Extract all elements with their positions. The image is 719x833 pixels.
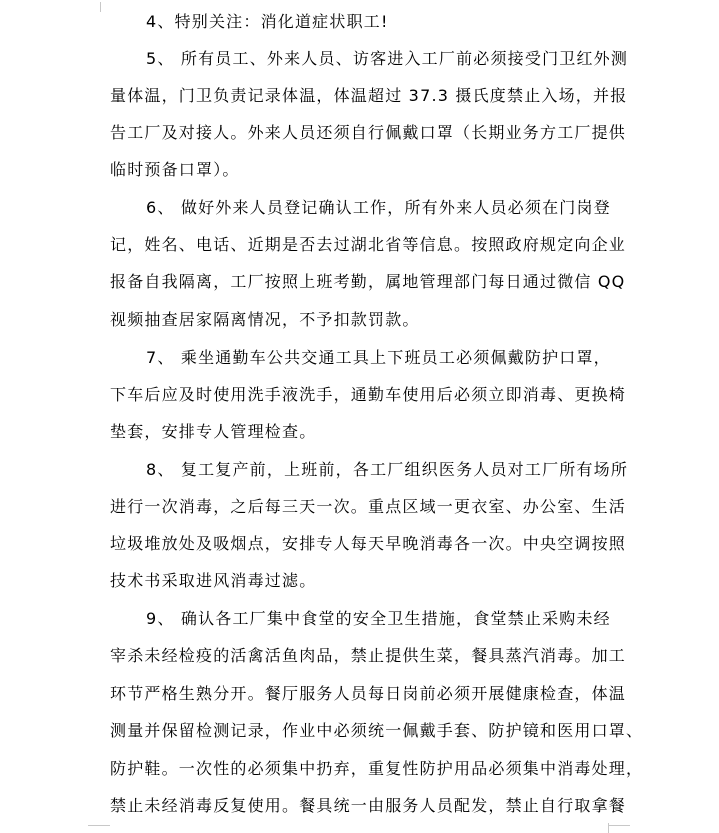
paragraph-7-line-2: 下车后应及时使用洗手液洗手，通勤车使用后必须立即消毒、更换椅 <box>110 385 627 404</box>
paragraph-4-line-1: 4、特别关注：消化道症状职工! <box>146 12 389 31</box>
paragraph-5-line-2: 量体温，门卫负责记录体温，体温超过 37.3 摄氏度禁止入场，并报 <box>110 86 628 105</box>
page-corner-mark-bottom-left <box>88 825 110 826</box>
page-corner-mark-bottom-right <box>608 825 630 826</box>
paragraph-5-line-4: 临时预备口罩）。 <box>110 160 240 179</box>
paragraph-8-line-3: 垃圾堆放处及吸烟点，安排专人每天早晚消毒各一次。中央空调按照 <box>110 534 627 553</box>
paragraph-5-line-1: 5、 所有员工、外来人员、访客进入工厂前必须接受门卫红外测 <box>146 49 629 68</box>
paragraph-7-line-3: 垫套，安排专人管理检查。 <box>110 422 317 441</box>
page-corner-mark-bottom-right-vert <box>608 823 609 833</box>
paragraph-9-line-2: 宰杀未经检疫的活禽活鱼肉品，禁止提供生菜，餐具蒸汽消毒。加工 <box>110 646 627 665</box>
paragraph-8-line-4: 技术书采取进风消毒过滤。 <box>110 571 317 590</box>
paragraph-7-line-1: 7、 乘坐通勤车公共交通工具上下班员工必须佩戴防护口罩， <box>146 348 611 367</box>
paragraph-9-line-1: 9、 确认各工厂集中食堂的安全卫生措施，食堂禁止采购未经 <box>146 609 611 628</box>
paragraph-8-line-2: 进行一次消毒，之后每三天一次。重点区域一更衣室、办公室、生活 <box>110 497 627 516</box>
paragraph-6-line-3: 报备自我隔离，工厂按照上班考勤，属地管理部门每日通过微信 QQ <box>110 272 626 291</box>
paragraph-9-line-3: 环节严格生熟分开。餐厅服务人员每日岗前必须开展健康检查，体温 <box>110 684 627 703</box>
paragraph-8-line-1: 8、 复工复产前，上班前，各工厂组织医务人员对工厂所有场所 <box>146 460 629 479</box>
paragraph-9-line-4: 测量并保留检测记录，作业中必须统一佩戴手套、防护镜和医用口罩、 <box>110 721 644 740</box>
paragraph-6-line-4: 视频抽查居家隔离情况，不予扣款罚款。 <box>110 310 420 329</box>
paragraph-5-line-3: 告工厂及对接人。外来人员还须自行佩戴口罩（长期业务方工厂提供 <box>110 123 627 142</box>
page-corner-mark-top-left <box>100 2 101 12</box>
paragraph-9-line-6: 禁止未经消毒反复使用。餐具统一由服务人员配发，禁止自行取拿餐 <box>110 796 627 815</box>
paragraph-6-line-1: 6、 做好外来人员登记确认工作，所有外来人员必须在门岗登 <box>146 198 611 217</box>
paragraph-6-line-2: 记，姓名、电话、近期是否去过湖北省等信息。按照政府规定向企业 <box>110 235 627 254</box>
paragraph-9-line-5: 防护鞋。一次性的必须集中扔弃，重复性防护用品必须集中消毒处理， <box>110 759 644 778</box>
